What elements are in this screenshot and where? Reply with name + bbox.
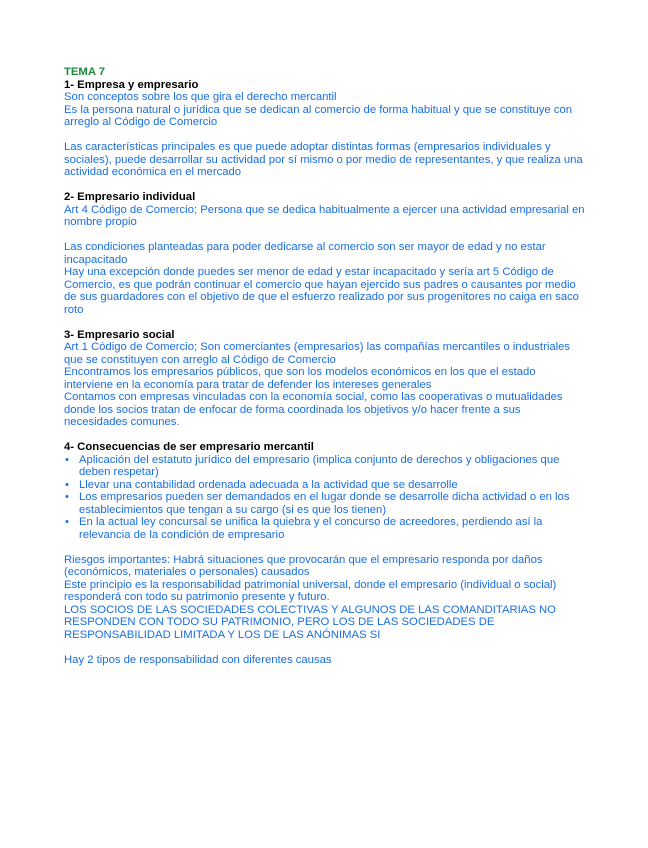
uppercase-paragraph: LOS SOCIOS DE LAS SOCIEDADES COLECTIVAS Y ALGUNOS DE LAS COMANDITARIAS NO RESPONDEN CON TODO SU PATRIMONIO, PERO LOS DE LAS SOCIEDADES DE RESPONSABILIDAD LIMITADA Y LOS DE LAS ANÓNIMAS SI <box>64 603 556 641</box>
section-2-paragraph: Art 4 Código de Comercio; Persona que se dedica habitualmente a ejercer una actividad empresarial en nombre propio <box>64 203 585 228</box>
section-3-paragraph: Encontramos los empresarios públicos, que son los modelos económicos en los que el estado interviene en la economía para tratar de defender los intereses generales <box>64 366 536 391</box>
list-item: • En la actual ley concursal se unifica la quiebra y el concurso de acreedores, perdiendo así la relevancia de la condición de empresario <box>64 516 586 541</box>
section-1-paragraph: Es la persona natural o jurídica que se dedican al comercio de forma habitual y que se constituye con arreglo al Código de Comercio <box>64 103 573 128</box>
list-item: • Aplicación del estatuto jurídico del empresario (implica conjunto de derechos y obligaciones que deben respetar) <box>64 454 586 479</box>
responsibility-paragraph: Este principio es la responsabilidad patrimonial universal, donde el empresario (individual o social) responderá con todo su patrimonio presente y futuro. <box>64 578 557 603</box>
list-item: • Llevar una contabilidad ordenada adecuada a la actividad que se desarrolle <box>64 479 586 492</box>
section-4-heading: 4- Consecuencias de ser empresario mercantil <box>64 441 314 453</box>
section-1-paragraph: Las características principales es que puede adoptar distintas formas (empresarios individuales y sociales), puede desarrollar su actividad por sí mismo o por medio de representantes, y que realiza una actividad económica en el mercado <box>64 141 583 178</box>
closing-paragraph: Hay 2 tipos de responsabilidad con diferentes causas <box>64 653 332 666</box>
consequences-list <box>64 454 586 542</box>
section-3-paragraph: Contamos con empresas vinculadas con la economía social, como las cooperativas o mutualidades donde los socios tratan de enfocar de forma coordinada los objetivos y/o hacer frente a sus necesidades comunes. <box>64 391 563 428</box>
section-1-heading: 1- Empresa y empresario <box>64 78 199 91</box>
document-title: TEMA 7 <box>64 66 106 78</box>
section-2-paragraph: Las condiciones planteadas para poder dedicarse al comercio son ser mayor de edad y no estar incapacitado <box>64 241 546 266</box>
section-1-paragraph: Son conceptos sobre los que gira el derecho mercantil <box>64 91 337 103</box>
risks-paragraph: Riesgos importantes: Habrá situaciones que provocarán que el empresario responda por daños (económicos, materiales o personales) causados <box>64 553 543 578</box>
section-3-heading: 3- Empresario social <box>64 328 175 341</box>
list-item: • Los empresarios pueden ser demandados en el lugar donde se desarrolle dicha actividad o en los establecimientos que tengan a su cargo (si es que los tienen) <box>64 491 586 516</box>
section-3-paragraph: Art 1 Código de Comercio; Son comerciantes (empresarios) las compañías mercantiles o industriales que se constituyen con arreglo al Código de Comercio <box>64 341 571 366</box>
section-2-heading: 2- Empresario individual <box>64 191 196 203</box>
section-2-paragraph: Hay una excepción donde puedes ser menor de edad y estar incapacitado y sería art 5 Código de Comercio, es que podrán continuar el comercio que hayan ejercido sus padres o causantes por medio de sus guardadores con el objetivo de que el esfuerzo realizado por sus progenitores no caiga en saco roto <box>64 266 579 316</box>
